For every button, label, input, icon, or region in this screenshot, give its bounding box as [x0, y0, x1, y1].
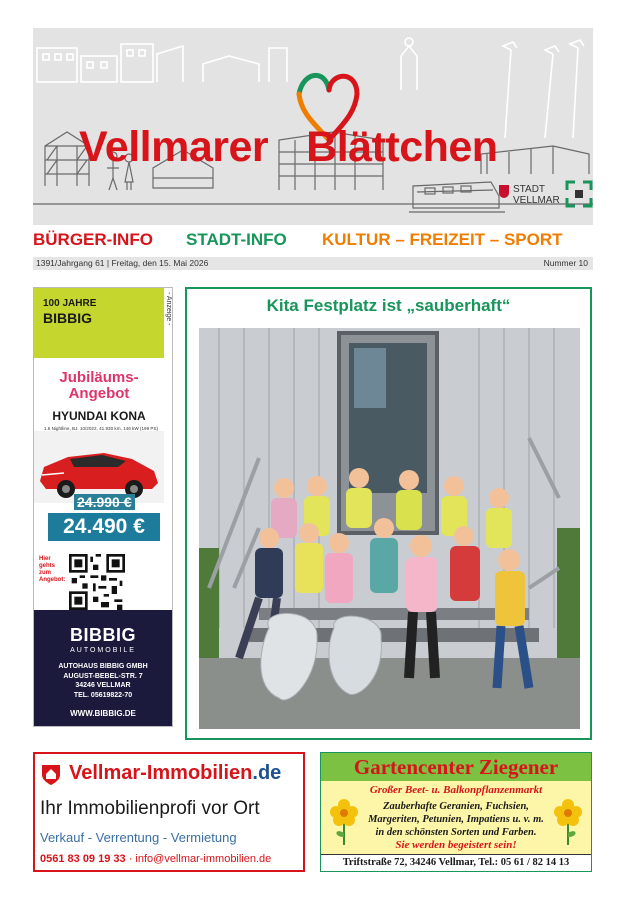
- feature-story: [185, 287, 592, 740]
- issue-date: 1391/Jahrgang 61 | Freitag, den 15. Mai 2026: [36, 258, 209, 268]
- kita-children-photo: [199, 328, 580, 729]
- bibbig-logo: BIBBIG: [70, 625, 136, 645]
- city-crest-icon: [499, 185, 509, 198]
- immobilien-services: Verkauf - Verrentung - Vermietung: [40, 830, 237, 845]
- gartencenter-subtitle: Großer Beet- u. Balkonpflanzenmarkt: [369, 784, 543, 796]
- immobilien-contact: [40, 853, 271, 865]
- feature-headline: Kita Festplatz ist „sauberhaft“: [266, 296, 511, 315]
- title-word-1: Vellmarer: [79, 123, 269, 171]
- gartencenter-advertisement[interactable]: [320, 752, 592, 872]
- qr-code[interactable]: [67, 552, 127, 612]
- city-label: STADT VELLMAR: [513, 184, 560, 206]
- issue-number: Nummer 10: [543, 258, 588, 268]
- section-stadt-info: STADT-INFO: [186, 230, 287, 249]
- section-banner: [33, 230, 603, 256]
- old-price: 24.990 €: [74, 494, 135, 510]
- offer-heading: Jubiläums- Angebot: [59, 369, 139, 402]
- gartencenter-address: Triftstraße 72, 34246 Vellmar, Tel.: 05 61 / 82 14 13: [321, 854, 591, 871]
- issue-info-bar: [33, 257, 593, 270]
- section-buerger-info: BÜRGER-INFO: [33, 230, 153, 249]
- immobilien-name: Vellmar-Immobilien: [69, 762, 253, 784]
- bibbig-website-link[interactable]: WWW.BIBBIG.DE: [70, 709, 136, 718]
- newspaper-title: [79, 123, 498, 172]
- section-kultur: KULTUR – FREIZEIT – SPORT: [322, 230, 563, 249]
- immobilien-domain: .de: [252, 762, 282, 784]
- masthead: [33, 28, 593, 225]
- gartencenter-name: Gartencenter Ziegener: [353, 755, 559, 779]
- gartencenter-tagline: Sie werden begeistert sein!: [395, 839, 517, 851]
- title-word-2: Blättchen: [306, 123, 498, 171]
- qr-hint: Hier gehts zum Angebot:: [39, 556, 66, 583]
- bibbig-address: AUTOHAUS BIBBIG GMBH AUGUST-BEBEL-STR. 7 34246 VELLMAR TEL. 05619822-70: [58, 663, 148, 699]
- immobilien-advertisement[interactable]: [33, 752, 305, 872]
- bibbig-anniversary-badge: 100 JAHRE BIBBIG: [43, 298, 97, 326]
- immobilien-phone[interactable]: 0561 83 09 19 33: [40, 853, 126, 865]
- gartencenter-description: Zauberhafte Geranien, Fuchsien, Margeriten, Petunien, Impatiens u. v. m. in den schönsten Sorten und Farben.: [368, 801, 544, 838]
- bibbig-logo-sub: AUTOMOBILE: [70, 647, 136, 654]
- flower-icon: [551, 797, 585, 845]
- city-mark-icon: [565, 180, 593, 208]
- immobilien-slogan: Ihr Immobilienprofi vor Ort: [40, 798, 260, 819]
- red-car-image: [34, 431, 164, 503]
- flower-icon: [327, 797, 361, 845]
- bibbig-advertisement[interactable]: [33, 287, 173, 727]
- immobilien-email[interactable]: · info@vellmar-immobilien.de: [125, 853, 272, 865]
- city-logo: [499, 178, 589, 218]
- car-specs: 1.6 Nightline, BJ. 10/2022, 41.930 km, 146 kW (199 PS): [43, 426, 159, 431]
- advert-label: - Anzeige -: [165, 292, 172, 326]
- shield-icon: [41, 764, 61, 786]
- car-model: HYUNDAI KONA: [52, 409, 146, 423]
- new-price: 24.490 €: [48, 513, 160, 541]
